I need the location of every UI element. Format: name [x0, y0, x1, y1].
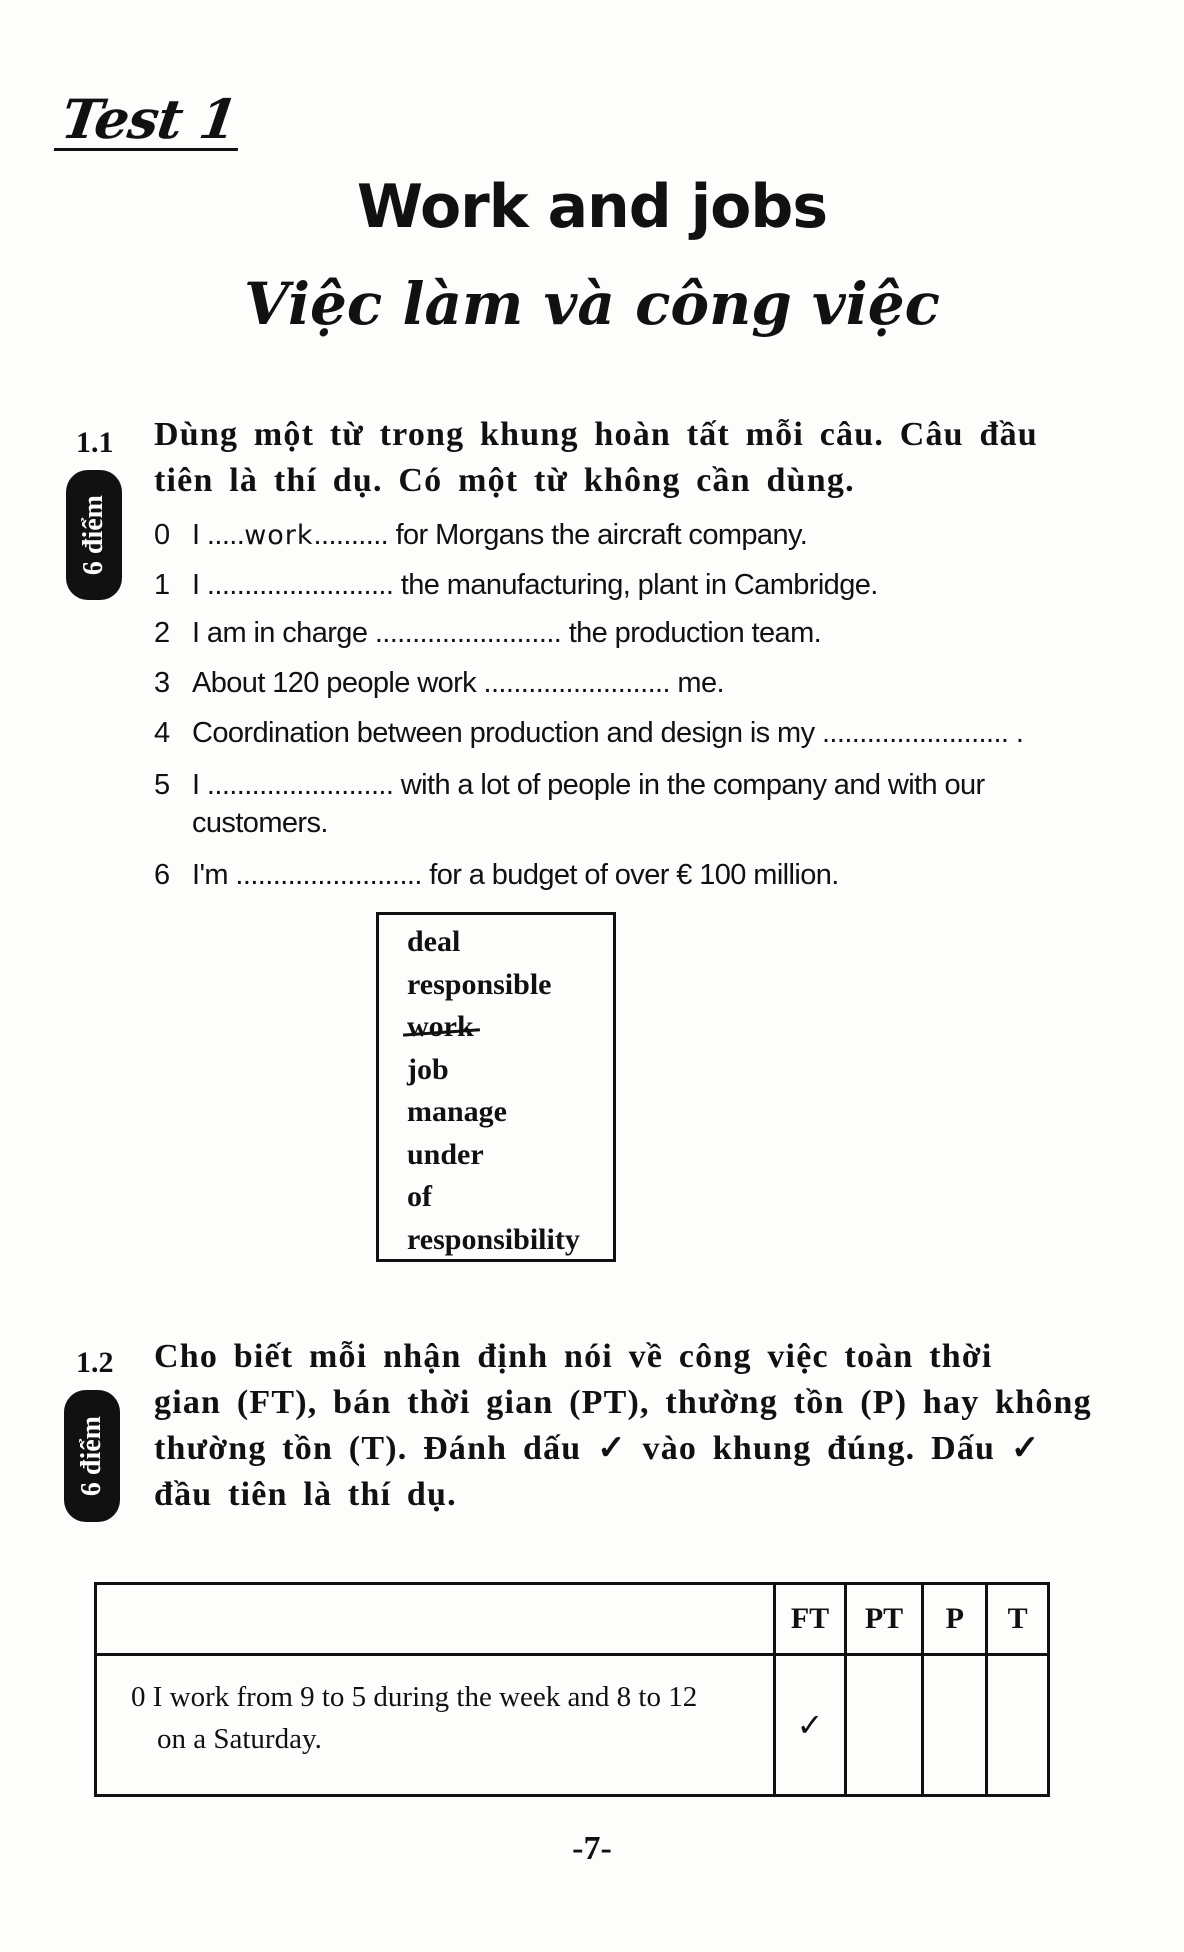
struck-word: work: [407, 1010, 474, 1043]
word-box-item: job: [407, 1052, 449, 1086]
exercise-item: [154, 856, 839, 894]
word-box-item: of: [407, 1180, 432, 1213]
item-number: 5: [154, 769, 170, 801]
word-box-item: responsibility: [407, 1222, 580, 1256]
example-answer: work: [244, 520, 314, 551]
item-text: About 120 people work ......................... me.: [192, 667, 724, 699]
word-box: [376, 912, 616, 1262]
word-box-item: deal: [407, 925, 461, 958]
instruction-line: Dùng một từ trong khung hoàn tất mỗi câu. Câu đầu: [154, 416, 1038, 453]
points-badge: [64, 1390, 120, 1522]
test-label: Test 1: [54, 90, 247, 151]
checkbox-p[interactable]: [923, 1655, 987, 1796]
exercise-item-continuation: customers.: [192, 807, 328, 839]
table-header-row: [96, 1584, 1049, 1655]
item-number: 0: [154, 519, 170, 551]
word-box-item: manage: [407, 1095, 507, 1128]
instruction-line: Cho biết mỗi nhận định nói về công việc toàn thời: [154, 1338, 993, 1375]
instruction-line: thường tồn (T). Đánh dấu ✓ vào khung đúng. Dấu ✓: [154, 1430, 1041, 1467]
table-cell-statement: [96, 1655, 775, 1796]
section-1-1-instruction: [154, 412, 1094, 504]
checkbox-t[interactable]: [987, 1655, 1049, 1796]
page-number: -7-: [572, 1830, 612, 1867]
item-number: 6: [154, 859, 170, 891]
item-number: 3: [154, 667, 170, 699]
item-text: Coordination between production and design is my ......................... .: [192, 717, 1024, 749]
item-number: 4: [154, 717, 170, 749]
instruction-line: đầu tiên là thí dụ.: [154, 1476, 457, 1513]
word-box-item: responsible: [407, 967, 552, 1001]
item-text-after: .......... for Morgans the aircraft company.: [313, 519, 808, 551]
item-number: 1: [154, 569, 170, 601]
exercise-item: [154, 714, 1023, 752]
exercise-item: [154, 566, 878, 604]
item-text: I am in charge ......................... the production team.: [192, 617, 822, 649]
item-text: I'm ......................... for a budget of over € 100 million.: [192, 859, 839, 891]
points-badge-label: 6 điểm: [78, 494, 109, 576]
page-title-english: Work and jobs: [356, 172, 828, 242]
section-1-2-instruction: [154, 1334, 1094, 1518]
points-badge: [66, 470, 122, 600]
item-number: 2: [154, 617, 170, 649]
item-text: I ......................... with a lot of people in the company and with our: [192, 769, 985, 801]
page-title-vietnamese: Việc làm và công việc: [244, 270, 940, 338]
table-row: [96, 1655, 1049, 1796]
exercise-item: [154, 766, 985, 804]
statement-line: on a Saturday.: [157, 1723, 322, 1755]
word-box-item-struck: [407, 1006, 613, 1049]
instruction-line: gian (FT), bán thời gian (PT), thường tồn (P) hay không: [154, 1384, 1092, 1421]
table-header-statement: [96, 1584, 775, 1655]
statement-line: 0 I work from 9 to 5 during the week and 8 to 12: [131, 1681, 698, 1713]
checkbox-ft[interactable]: ✓: [775, 1655, 845, 1796]
section-number-1-2: 1.2: [76, 1346, 114, 1379]
word-box-item: under: [407, 1137, 484, 1171]
section-number-1-1: 1.1: [76, 426, 114, 459]
points-badge-label: 6 điểm: [76, 1415, 107, 1497]
item-text: I ......................... the manufacturing, plant in Cambridge.: [192, 569, 878, 601]
checkbox-pt[interactable]: [845, 1655, 923, 1796]
table-header-pt: PT: [845, 1584, 923, 1655]
table-header-ft: FT: [775, 1584, 845, 1655]
exercise-item: [154, 614, 821, 652]
classification-table: [94, 1582, 1050, 1797]
exercise-item: [154, 516, 807, 555]
table-header-p: P: [923, 1584, 987, 1655]
item-text-before: I .....: [192, 519, 245, 551]
table-header-t: T: [987, 1584, 1049, 1655]
instruction-line: tiên là thí dụ. Có một từ không cần dùng.: [154, 462, 855, 499]
exercise-item: [154, 664, 724, 702]
